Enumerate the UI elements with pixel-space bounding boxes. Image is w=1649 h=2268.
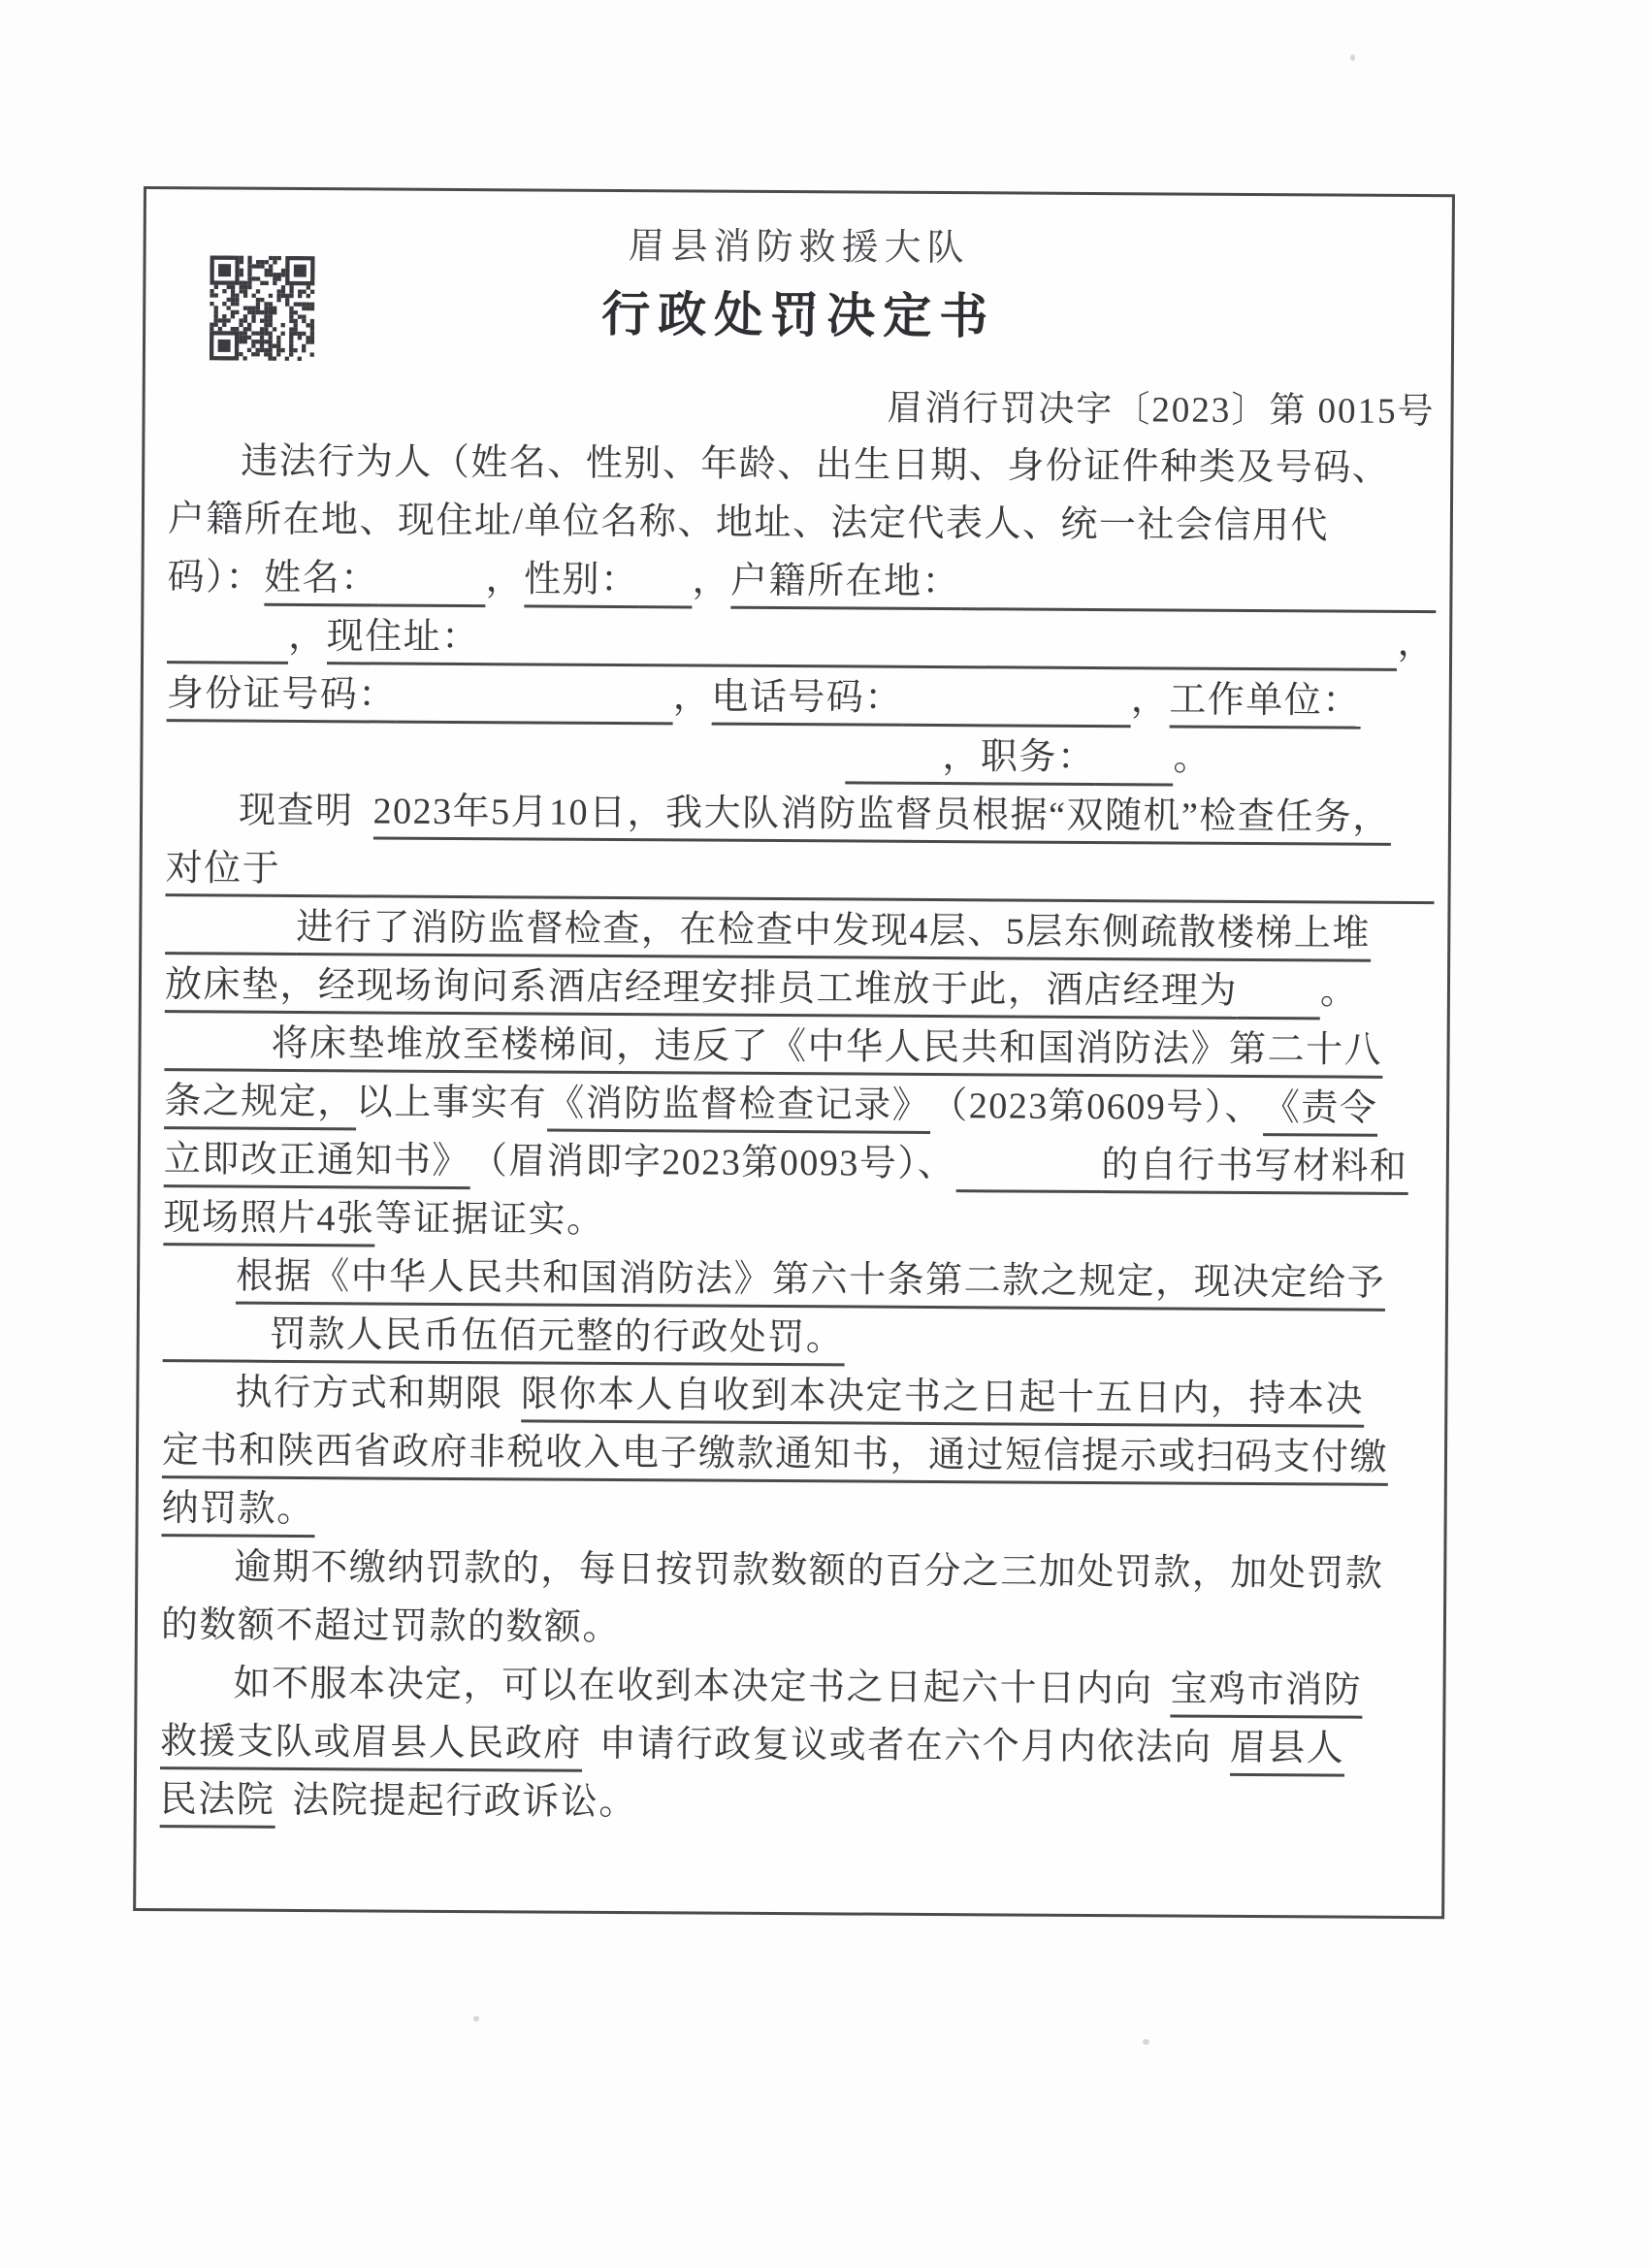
text-segment: 现场照片4张 [163, 1190, 374, 1247]
document-line [164, 1132, 1433, 1198]
document-line [166, 783, 1435, 849]
blank-underline [164, 1016, 271, 1072]
text-segment: 根据《中华人民共和国消防法》第六十条第二款之规定，现决定给予 [236, 1249, 1385, 1312]
document-line [163, 1248, 1432, 1314]
blank-space [582, 1717, 599, 1772]
text-segment: 眉县人 [1230, 1721, 1345, 1777]
text-segment: 现住址： [327, 609, 480, 665]
document-line [161, 1598, 1430, 1664]
text-segment: ，职务： [942, 729, 1095, 786]
document-line [160, 1656, 1429, 1722]
text-segment: 进行了消防监督检查，在检查中发现4层、5层东侧疏散楼梯上堆 [296, 900, 1371, 962]
text-segment: 的数额不超过罚款的数额。 [160, 1604, 622, 1649]
text-segment: 执行方式和期限 [235, 1372, 504, 1415]
document-line [167, 608, 1436, 674]
document-line [163, 1190, 1432, 1256]
document-line [163, 1307, 1432, 1373]
blank-underline [378, 551, 485, 607]
document-title: 行政处罚决定书 [601, 286, 996, 344]
agency-name: 眉县消防救援大队 [628, 226, 970, 270]
blank-underline [903, 671, 1131, 728]
text-segment: 现查明 [238, 790, 354, 832]
blank-underline [397, 668, 673, 726]
blank-underline [1238, 964, 1320, 1021]
text-segment: 户籍所在地、现住址/单位名称、地址、法定代表人、统一社会信用代 [167, 499, 1330, 547]
blank-underline [955, 1137, 1101, 1193]
text-segment: 条之规定， [164, 1074, 356, 1130]
document-line [168, 434, 1437, 500]
text-segment: 性别： [524, 552, 639, 608]
text-segment: 身份证号码： [167, 666, 397, 723]
text-segment: 定书和陕西省政府非税收入电子缴款通知书，通过短信提示或扫码支付缴 [162, 1423, 1388, 1486]
document-line [165, 957, 1434, 1023]
document-sheet [133, 186, 1455, 1919]
blank-space [1361, 674, 1436, 729]
scan-speck [1350, 54, 1355, 61]
text-segment: 放床垫，经现场询问系酒店经理安排员工堆放于此，酒店经理为 [165, 957, 1238, 1020]
document-line [162, 1365, 1431, 1431]
blank-space [353, 784, 372, 839]
text-segment: ， [485, 559, 525, 600]
text-segment: 《消防监督检查记录》 [547, 1077, 930, 1134]
blank-space [1152, 1662, 1170, 1717]
scan-speck [473, 2016, 479, 2022]
document-line [164, 1016, 1433, 1082]
blank-underline [280, 842, 1435, 904]
text-segment: 将床垫堆放至楼梯间，违反了《中华人民共和国消防法》第二十八 [271, 1017, 1382, 1079]
text-segment: 户籍所在地： [730, 554, 960, 610]
text-segment: 。 [1319, 971, 1359, 1013]
blank-underline [1095, 730, 1173, 786]
blank-underline [167, 608, 288, 664]
text-segment: 工作单位： [1169, 672, 1361, 729]
text-segment: 救援支队或眉县人民政府 [160, 1714, 582, 1772]
document-line [162, 1423, 1431, 1489]
text-segment: 法院提起行政诉讼。 [292, 1779, 637, 1824]
document-line [161, 1481, 1430, 1547]
text-segment: ， [692, 560, 731, 601]
blank-underline [638, 553, 692, 608]
document-line [167, 550, 1436, 616]
text-segment: 等证据证实。 [374, 1198, 605, 1241]
text-segment: 。 [1173, 737, 1212, 779]
document-line [164, 1074, 1433, 1140]
text-segment: 纳罚款。 [161, 1481, 314, 1538]
text-segment: （眉消即字2023第0093号）、 [469, 1141, 956, 1185]
document-line [166, 841, 1435, 907]
document-line [165, 899, 1434, 965]
document-line [161, 1539, 1430, 1605]
document-line [160, 1714, 1429, 1780]
text-segment: ， [1397, 622, 1437, 664]
text-segment: 姓名： [264, 551, 379, 607]
blank-underline [165, 899, 296, 956]
blank-underline [960, 555, 1437, 613]
text-segment: （2023第0609号）、 [930, 1085, 1263, 1129]
text-segment: 宝鸡市消防 [1170, 1662, 1362, 1718]
document-line [167, 666, 1436, 732]
document-line [166, 725, 1435, 791]
text-segment: 如不服本决定，可以在收到本决定书之日起六十日内向 [233, 1663, 1153, 1710]
document-line [160, 1772, 1429, 1838]
text-segment: 以上事实有 [355, 1082, 548, 1124]
text-segment: 的自行书写材料和 [1101, 1138, 1407, 1195]
text-segment: 逾期不缴纳罚款的，每日按罚款数额的百分之三加处罚款，加处罚款 [234, 1546, 1384, 1595]
text-segment: 罚款人民币伍佰元整的行政处罚。 [270, 1308, 845, 1367]
text-segment: 电话号码： [711, 670, 903, 727]
text-segment: 2023年5月10日，我大队消防监督员根据“双随机”检查任务， [372, 784, 1391, 845]
blank-space [166, 725, 845, 784]
text-segment: 民法院 [160, 1772, 275, 1829]
scan-speck [1143, 2039, 1149, 2045]
text-segment: 限你本人自收到本决定书之日起十五日内，持本决 [521, 1367, 1364, 1427]
blank-space [1212, 1721, 1230, 1776]
text-segment: 《责令 [1263, 1081, 1378, 1137]
text-segment: ， [1130, 679, 1170, 721]
blank-underline [163, 1307, 270, 1363]
blank-underline [480, 610, 1398, 671]
document-number: 眉消行罚决字〔2023〕第 0015号 [887, 388, 1436, 433]
blank-space [503, 1367, 521, 1422]
text-segment: 码）： [167, 557, 265, 599]
document-body [160, 434, 1438, 1838]
text-segment: 违法行为人（姓名、性别、年龄、出生日期、身份证件种类及号码、 [241, 440, 1391, 489]
blank-space [275, 1773, 292, 1829]
text-segment: 立即改正通知书》 [164, 1132, 470, 1189]
document-line [168, 492, 1437, 558]
blank-underline [845, 729, 942, 785]
text-segment: 申请行政复议或者在六个月内依法向 [598, 1723, 1212, 1768]
text-segment: 对位于 [166, 841, 281, 897]
text-segment: ， [672, 676, 712, 718]
text-segment: ， [288, 615, 327, 658]
